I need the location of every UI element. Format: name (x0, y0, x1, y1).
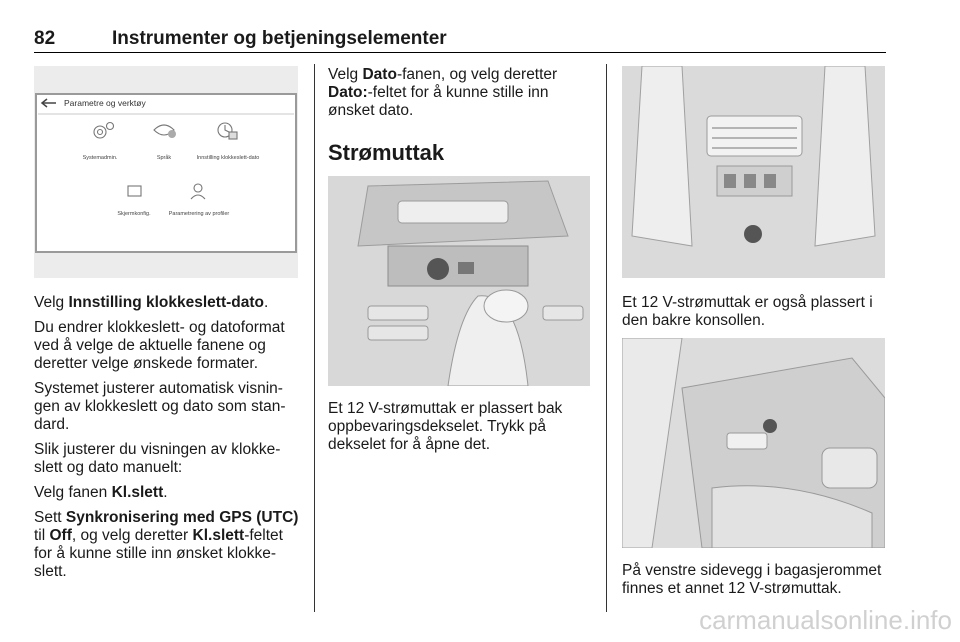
front-console-illustration (328, 176, 590, 386)
paragraph: Sett Synkronisering med GPS (UTC) til Off, og velg deretter Kl.slett-feltet for å kunne stille inn ønsket klokke-slett. (34, 509, 299, 580)
screen-figure (34, 66, 298, 278)
screen-illustration (34, 66, 298, 278)
trunk-figure (622, 338, 885, 548)
screen-item-language[interactable]: Språk (156, 155, 172, 161)
paragraph: Velg fanen Kl.slett. (34, 484, 168, 501)
screen-item-time-date[interactable]: Innstilling klokkeslett-dato (196, 155, 260, 161)
paragraph: På venstre sidevegg i bagasjerommet finnes et annet 12 V-strømuttak. (622, 562, 882, 597)
column-3-text-bottom (622, 562, 886, 605)
column-divider-1 (314, 64, 315, 612)
paragraph: Et 12 V-strømuttak er plassert bak oppbevaringsdekselet. Trykk på dekselet for å åpne det. (328, 400, 563, 453)
rear-console-illustration (622, 66, 885, 278)
column-3-text-top (622, 294, 886, 337)
screen-item-profiles[interactable]: Parametrering av profiler (168, 211, 230, 217)
column-2-text-top (328, 66, 590, 182)
section-heading: Strømuttak (328, 140, 445, 165)
paragraph: Et 12 V-strømuttak er også plassert i den bakre konsollen. (622, 294, 873, 329)
column-divider-2 (606, 64, 607, 612)
rear-power-outlet-icon (744, 225, 762, 243)
paragraph: Du endrer klokkeslett- og datoformat ved å velge de aktuelle fanene og deretter velge ønskede formater. (34, 319, 285, 372)
rear-console-figure (622, 66, 885, 278)
paragraph: Systemet justerer automatisk visnin-gen av klokkeslett og dato som stan-dard. (34, 380, 286, 433)
paragraph: Velg Innstilling klokkeslett-dato. (34, 294, 269, 311)
trunk-illustration (622, 338, 885, 548)
page-title: Instrumenter og betjeningselementer (112, 28, 447, 49)
power-outlet-icon (427, 258, 449, 280)
front-console-figure (328, 176, 590, 386)
paragraph: Slik justerer du visningen av klokke-slett og dato manuelt: (34, 441, 281, 476)
watermark: carmanualsonline.info (699, 605, 952, 635)
page-header (34, 24, 886, 53)
column-1-text (34, 294, 300, 588)
screen-item-systemadmin[interactable]: Systemadmin. (82, 155, 118, 161)
screen-title: Parametre og verktøy (64, 98, 146, 108)
column-2-text-bottom (328, 400, 590, 461)
screen-item-display-config[interactable]: Skjermkonfig. (117, 211, 151, 217)
page-number: 82 (34, 28, 56, 49)
trunk-power-outlet-icon (763, 419, 777, 433)
paragraph: Velg Dato-fanen, og velg deretter Dato:-feltet for å kunne stille inn ønsket dato. (328, 66, 558, 119)
